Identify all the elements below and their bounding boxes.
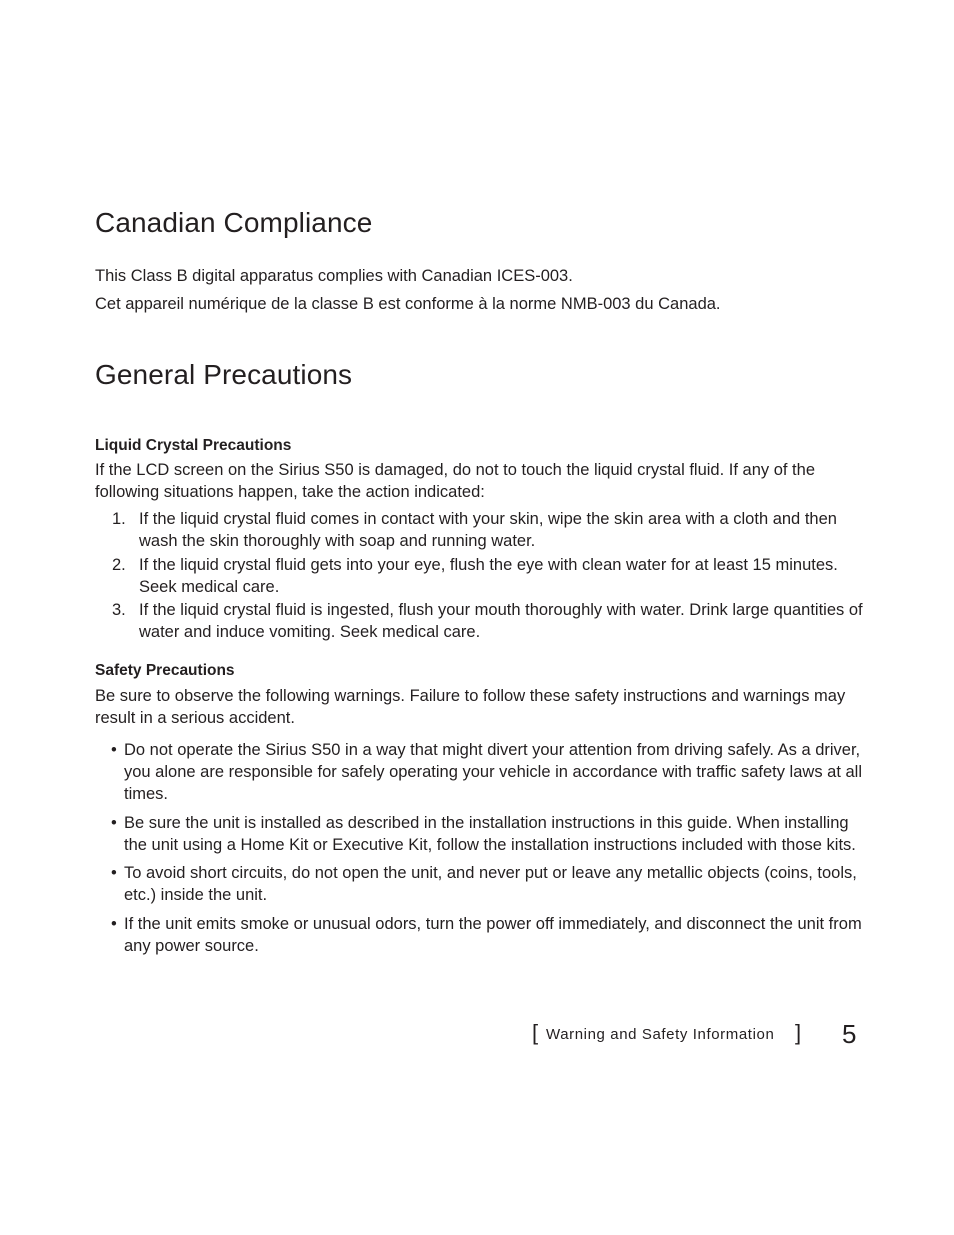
ices-french-statement: Cet appareil numérique de la classe B est conforme à la norme NMB-003 du Canada. (95, 295, 721, 313)
list-item-number: 3. (112, 601, 126, 619)
list-item-text: If the unit emits smoke or unusual odors, turn the power off immediately, and disconnect the unit from any power source. (124, 914, 862, 955)
list-item (95, 913, 865, 957)
list-item (95, 599, 865, 643)
list-item-text: If the liquid crystal fluid comes in contact with your skin, wipe the skin area with a cloth and then wash the skin thoroughly with soap and running water. (139, 510, 837, 550)
general-precautions-heading: General Precautions (95, 359, 353, 390)
list-item (95, 554, 865, 598)
list-item-number: 2. (112, 555, 126, 574)
list-item-text: To avoid short circuits, do not open the unit, and never put or leave any metallic objects (coins, tools, etc.) inside the unit. (124, 864, 857, 904)
list-item (95, 812, 865, 856)
list-item-text: If the liquid crystal fluid is ingested, flush your mouth thoroughly with water. Drink large quantities of water and induce vomiting. Seek medical care. (139, 601, 863, 641)
bullet-icon: • (111, 813, 117, 832)
bullet-icon: • (111, 914, 117, 933)
page-footer (0, 1020, 954, 1050)
canadian-compliance-heading: Canadian Compliance (95, 207, 373, 238)
list-item-text: Do not operate the Sirius S50 in a way that might divert your attention from driving safely. As a driver, you alone are responsible for safely operating your vehicle in accordance with traffic safety laws at all times. (124, 741, 863, 803)
liquid-crystal-subheading: Liquid Crystal Precautions (95, 437, 292, 454)
safety-precautions-subheading: Safety Precautions (95, 662, 235, 679)
list-item (95, 862, 865, 906)
list-item-text: If the liquid crystal fluid gets into your eye, flush the eye with clean water for at least 15 minutes. Seek medical care. (139, 555, 838, 596)
list-item-number: 1. (112, 510, 126, 528)
safety-warnings-list (95, 739, 865, 963)
ices-english-statement: This Class B digital apparatus complies with Canadian ICES-003. (95, 267, 573, 285)
safety-precautions-intro: Be sure to observe the following warnings. Failure to follow these safety instructions and warnings may result in a serious accident. (95, 687, 846, 727)
footer-section-label: Warning and Safety Information (546, 1026, 775, 1043)
list-item (95, 508, 865, 552)
bullet-icon: • (111, 741, 117, 759)
footer-open-bracket: [ (532, 1020, 539, 1045)
page-number: 5 (842, 1019, 857, 1049)
footer-close-bracket: ] (795, 1020, 802, 1045)
list-item-text: Be sure the unit is installed as described in the installation instructions in this guide. When installing the unit using a Home Kit or Executive Kit, follow the installation instructions included with those kits. (124, 813, 856, 854)
bullet-icon: • (111, 864, 117, 882)
liquid-crystal-intro: If the LCD screen on the Sirius S50 is damaged, do not to touch the liquid crystal fluid. If any of the following situations happen, take the action indicated: (95, 461, 815, 501)
list-item (95, 739, 865, 805)
liquid-crystal-steps (95, 508, 865, 645)
